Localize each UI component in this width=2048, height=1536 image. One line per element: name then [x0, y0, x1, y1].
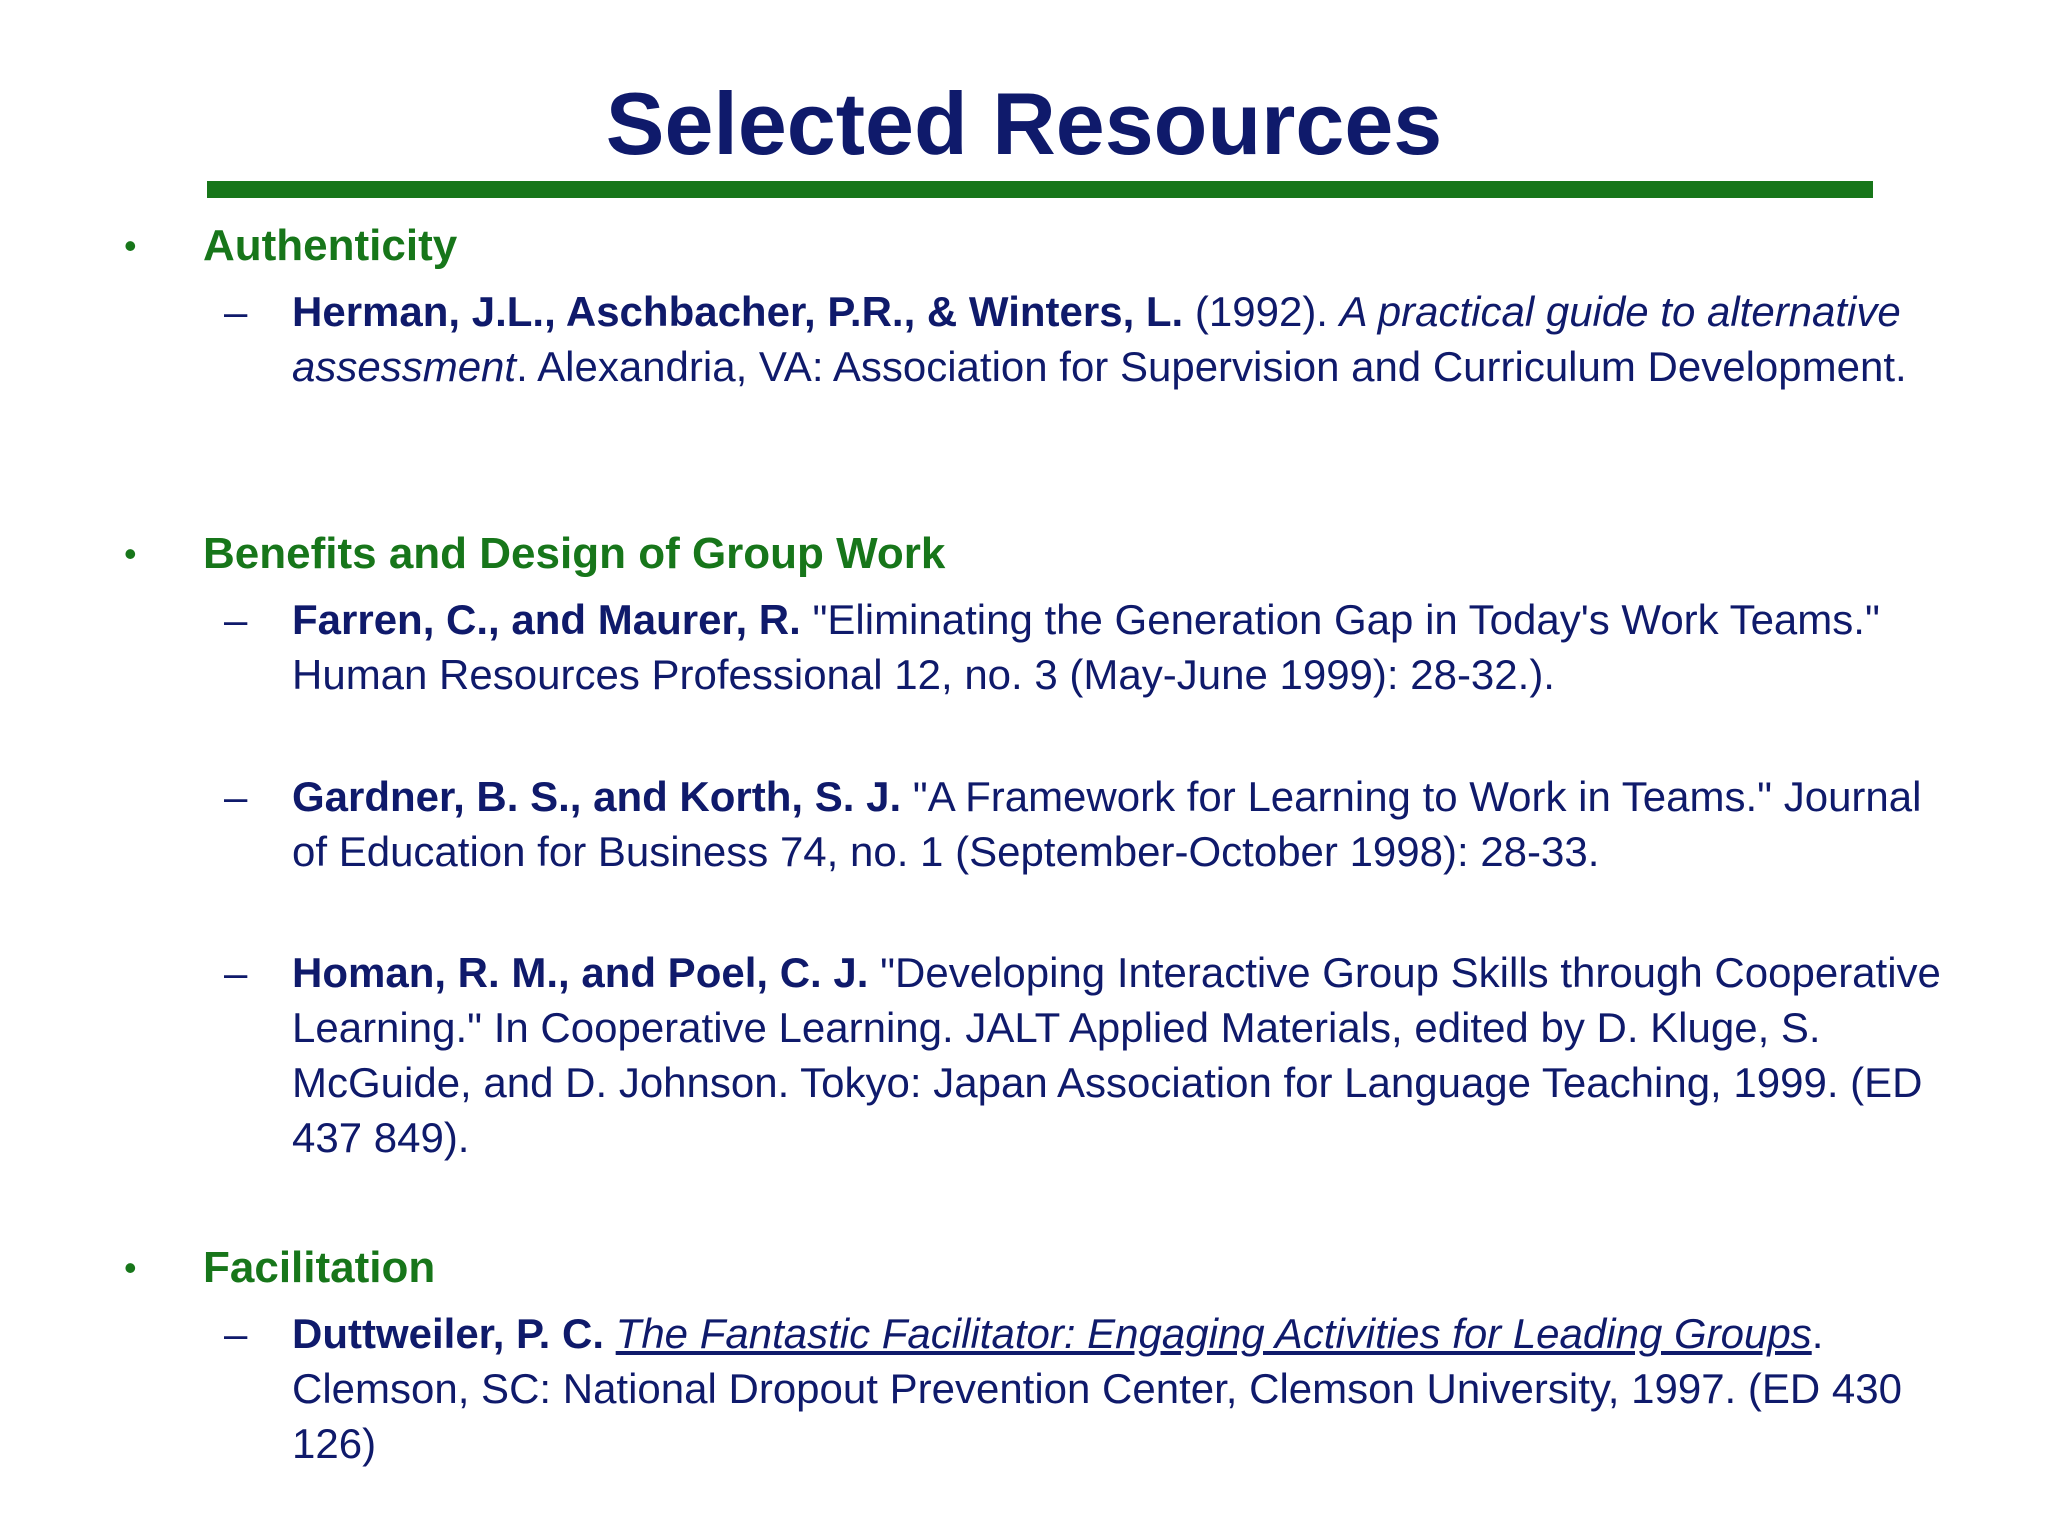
dash-marker: –: [224, 596, 248, 643]
reference-title-link[interactable]: [616, 1310, 1812, 1357]
dash-marker: –: [224, 1310, 248, 1357]
section-heading: Facilitation: [203, 1243, 436, 1292]
reference-authors: Duttweiler, P. C.: [292, 1310, 604, 1357]
bullet-marker: •: [124, 533, 137, 574]
reference-details: "Eliminating the Generation Gap in Today's Work Teams." Human Resources Professional 12, no. 3 (May-June 1999): 28-32.).: [292, 596, 1880, 698]
reference-details: "Developing Interactive Group Skills through Cooperative Learning." In Cooperative Learning. JALT Applied Materials, edited by D. Kluge, S. McGuide, and D. Johnson. Tokyo: Japan Association for Language Teaching, 1999. (ED 437 849).: [292, 949, 1941, 1161]
bullet-marker: •: [124, 225, 137, 266]
section-heading: Benefits and Design of Group Work: [203, 529, 946, 578]
reference-item: [292, 769, 1952, 879]
section-heading: Authenticity: [203, 221, 458, 270]
reference-authors: Herman, J.L., Aschbacher, P.R., & Winters, L.: [292, 288, 1184, 335]
reference-item: [292, 592, 1952, 702]
reference-item: [292, 284, 1952, 394]
dash-marker: –: [224, 288, 248, 335]
reference-item: [292, 1306, 1952, 1471]
bullet-marker: •: [124, 1247, 137, 1288]
dash-marker: –: [224, 773, 248, 820]
reference-authors: Gardner, B. S., and Korth, S. J.: [292, 773, 902, 820]
reference-details: "A Framework for Learning to Work in Teams." Journal of Education for Business 74, no. 1 (September-October 1998): 28-33.: [292, 773, 1922, 875]
reference-publisher: . Clemson, SC: National Dropout Prevention Center, Clemson University, 1997. (ED 430 126): [292, 1310, 1902, 1467]
dash-marker: –: [224, 949, 248, 996]
reference-year: (1992).: [1183, 288, 1340, 335]
reference-publisher: . Alexandria, VA: Association for Supervision and Curriculum Development.: [516, 343, 1907, 390]
reference-authors: Homan, R. M., and Poel, C. J.: [292, 949, 869, 996]
reference-authors: Farren, C., and Maurer, R.: [292, 596, 801, 643]
reference-item: [292, 945, 1952, 1165]
reference-title: A practical guide to alternative assessment: [292, 288, 1901, 390]
reference-title: The Fantastic Facilitator: Engaging Activities for Leading Groups: [615, 1310, 1812, 1357]
slide-title: Selected Resources: [605, 74, 1443, 173]
